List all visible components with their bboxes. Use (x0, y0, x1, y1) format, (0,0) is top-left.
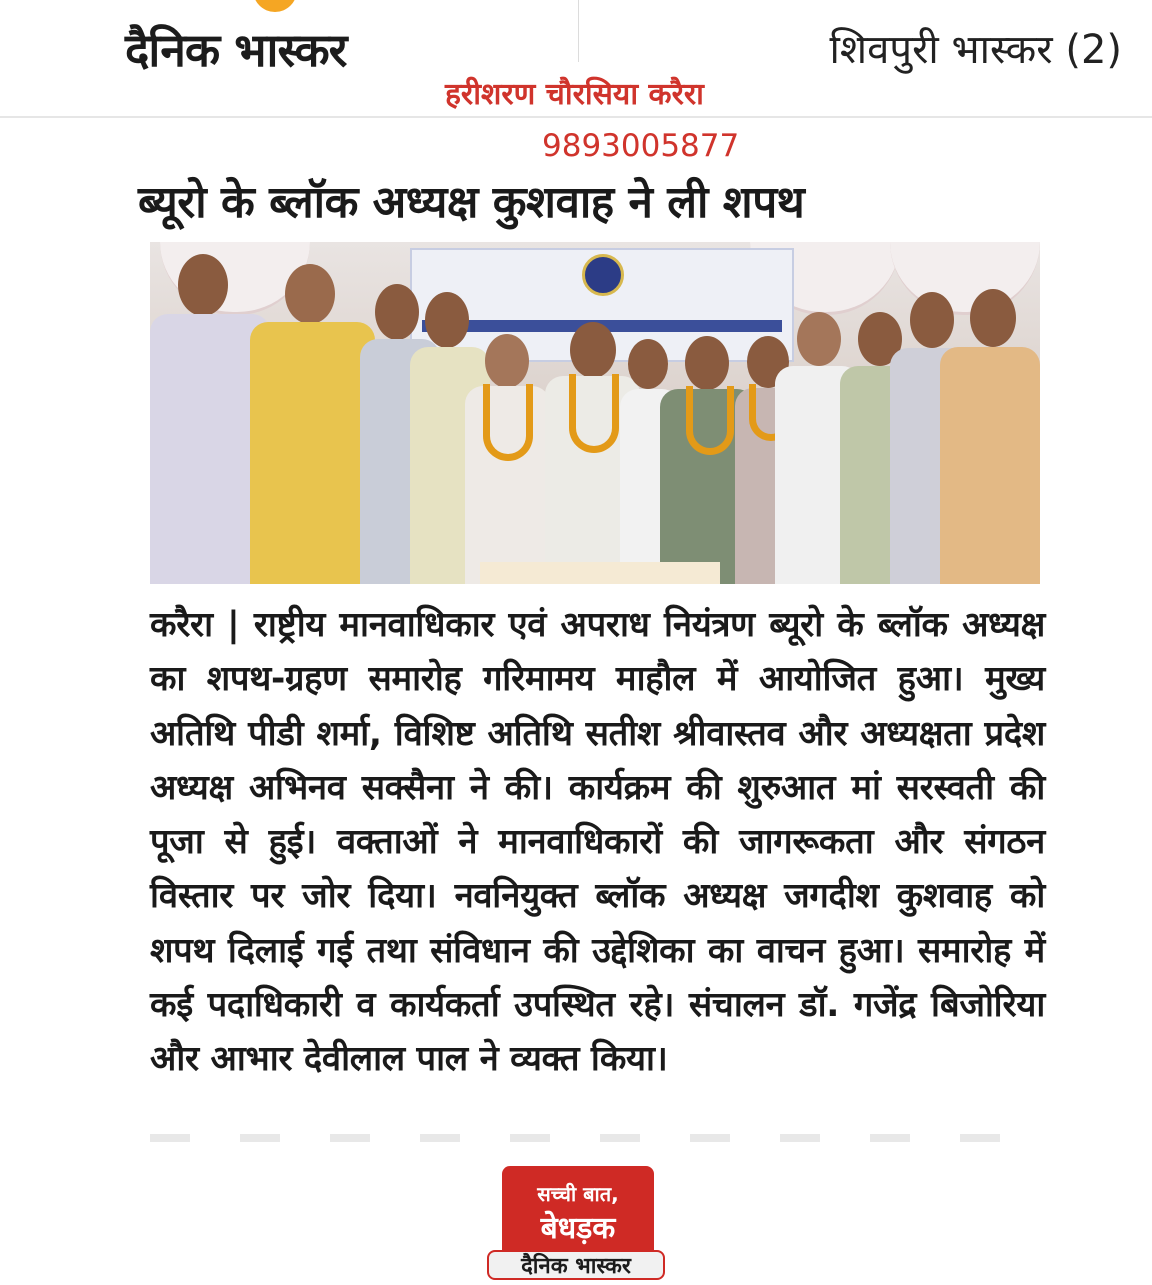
event-photo (150, 242, 1040, 584)
edition-title: शिवपुरी भास्कर (2) (829, 27, 1122, 73)
slogan-line-1: सच्ची बात, (537, 1182, 619, 1206)
organization-emblem-icon (582, 254, 624, 296)
header-divider (578, 0, 579, 62)
cut-off-text-line (150, 1134, 1030, 1142)
person (465, 334, 550, 584)
masthead-sun-icon (253, 0, 297, 12)
reporter-name: हरीशरण चौरसिया करैरा (445, 77, 704, 112)
slogan-panel (502, 1166, 654, 1254)
article-dateline: करैरा | (150, 605, 240, 645)
article-paragraph: राष्ट्रीय मानवाधिकार एवं अपराध नियंत्रण ब्यूरो के ब्लॉक अध्यक्ष का शपथ-ग्रहण समारोह गरिमामय माहौल में आयोजित हुआ। मुख्य अतिथि पीडी शर्मा, विशिष्ट अतिथि सतीश श्रीवास्तव और अध्यक्षता प्रदेश अध्यक्ष अभिनव सक्सैना ने की। कार्यक्रम की शुरुआत मां सरस्वती की पूजा से हुई। वक्ताओं ने मानवाधिकारों की जागरूकता और संगठन विस्तार पर जोर दिया। नवनियुक्त ब्लॉक अध्यक्ष जगदीश कुशवाह को शपथ दिलाई गई तथा संविधान की उद्देशिका का वाचन हुआ। समारोह में कई पदाधिकारी व कार्यकर्ता उपस्थित रहे। संचालन डॉ. गजेंद्र बिजोरिया और आभार देवीलाल पाल ने व्यक्त किया। (150, 605, 1046, 1080)
masthead-logo: दैनिक भास्कर (125, 23, 347, 77)
brand-logo: दैनिक भास्कर (487, 1250, 665, 1280)
person (250, 264, 375, 584)
slogan-line-2: बेधड़क (540, 1211, 616, 1246)
article-body (150, 598, 1045, 1087)
reporter-phone: 9893005877 (542, 128, 740, 164)
slogan-badge (487, 1166, 665, 1281)
article-headline: ब्यूरो के ब्लॉक अध्यक्ष कुशवाह ने ली शपथ (138, 177, 805, 228)
ceremony-table (480, 562, 720, 584)
person (940, 289, 1040, 584)
header-rule (0, 116, 1152, 118)
